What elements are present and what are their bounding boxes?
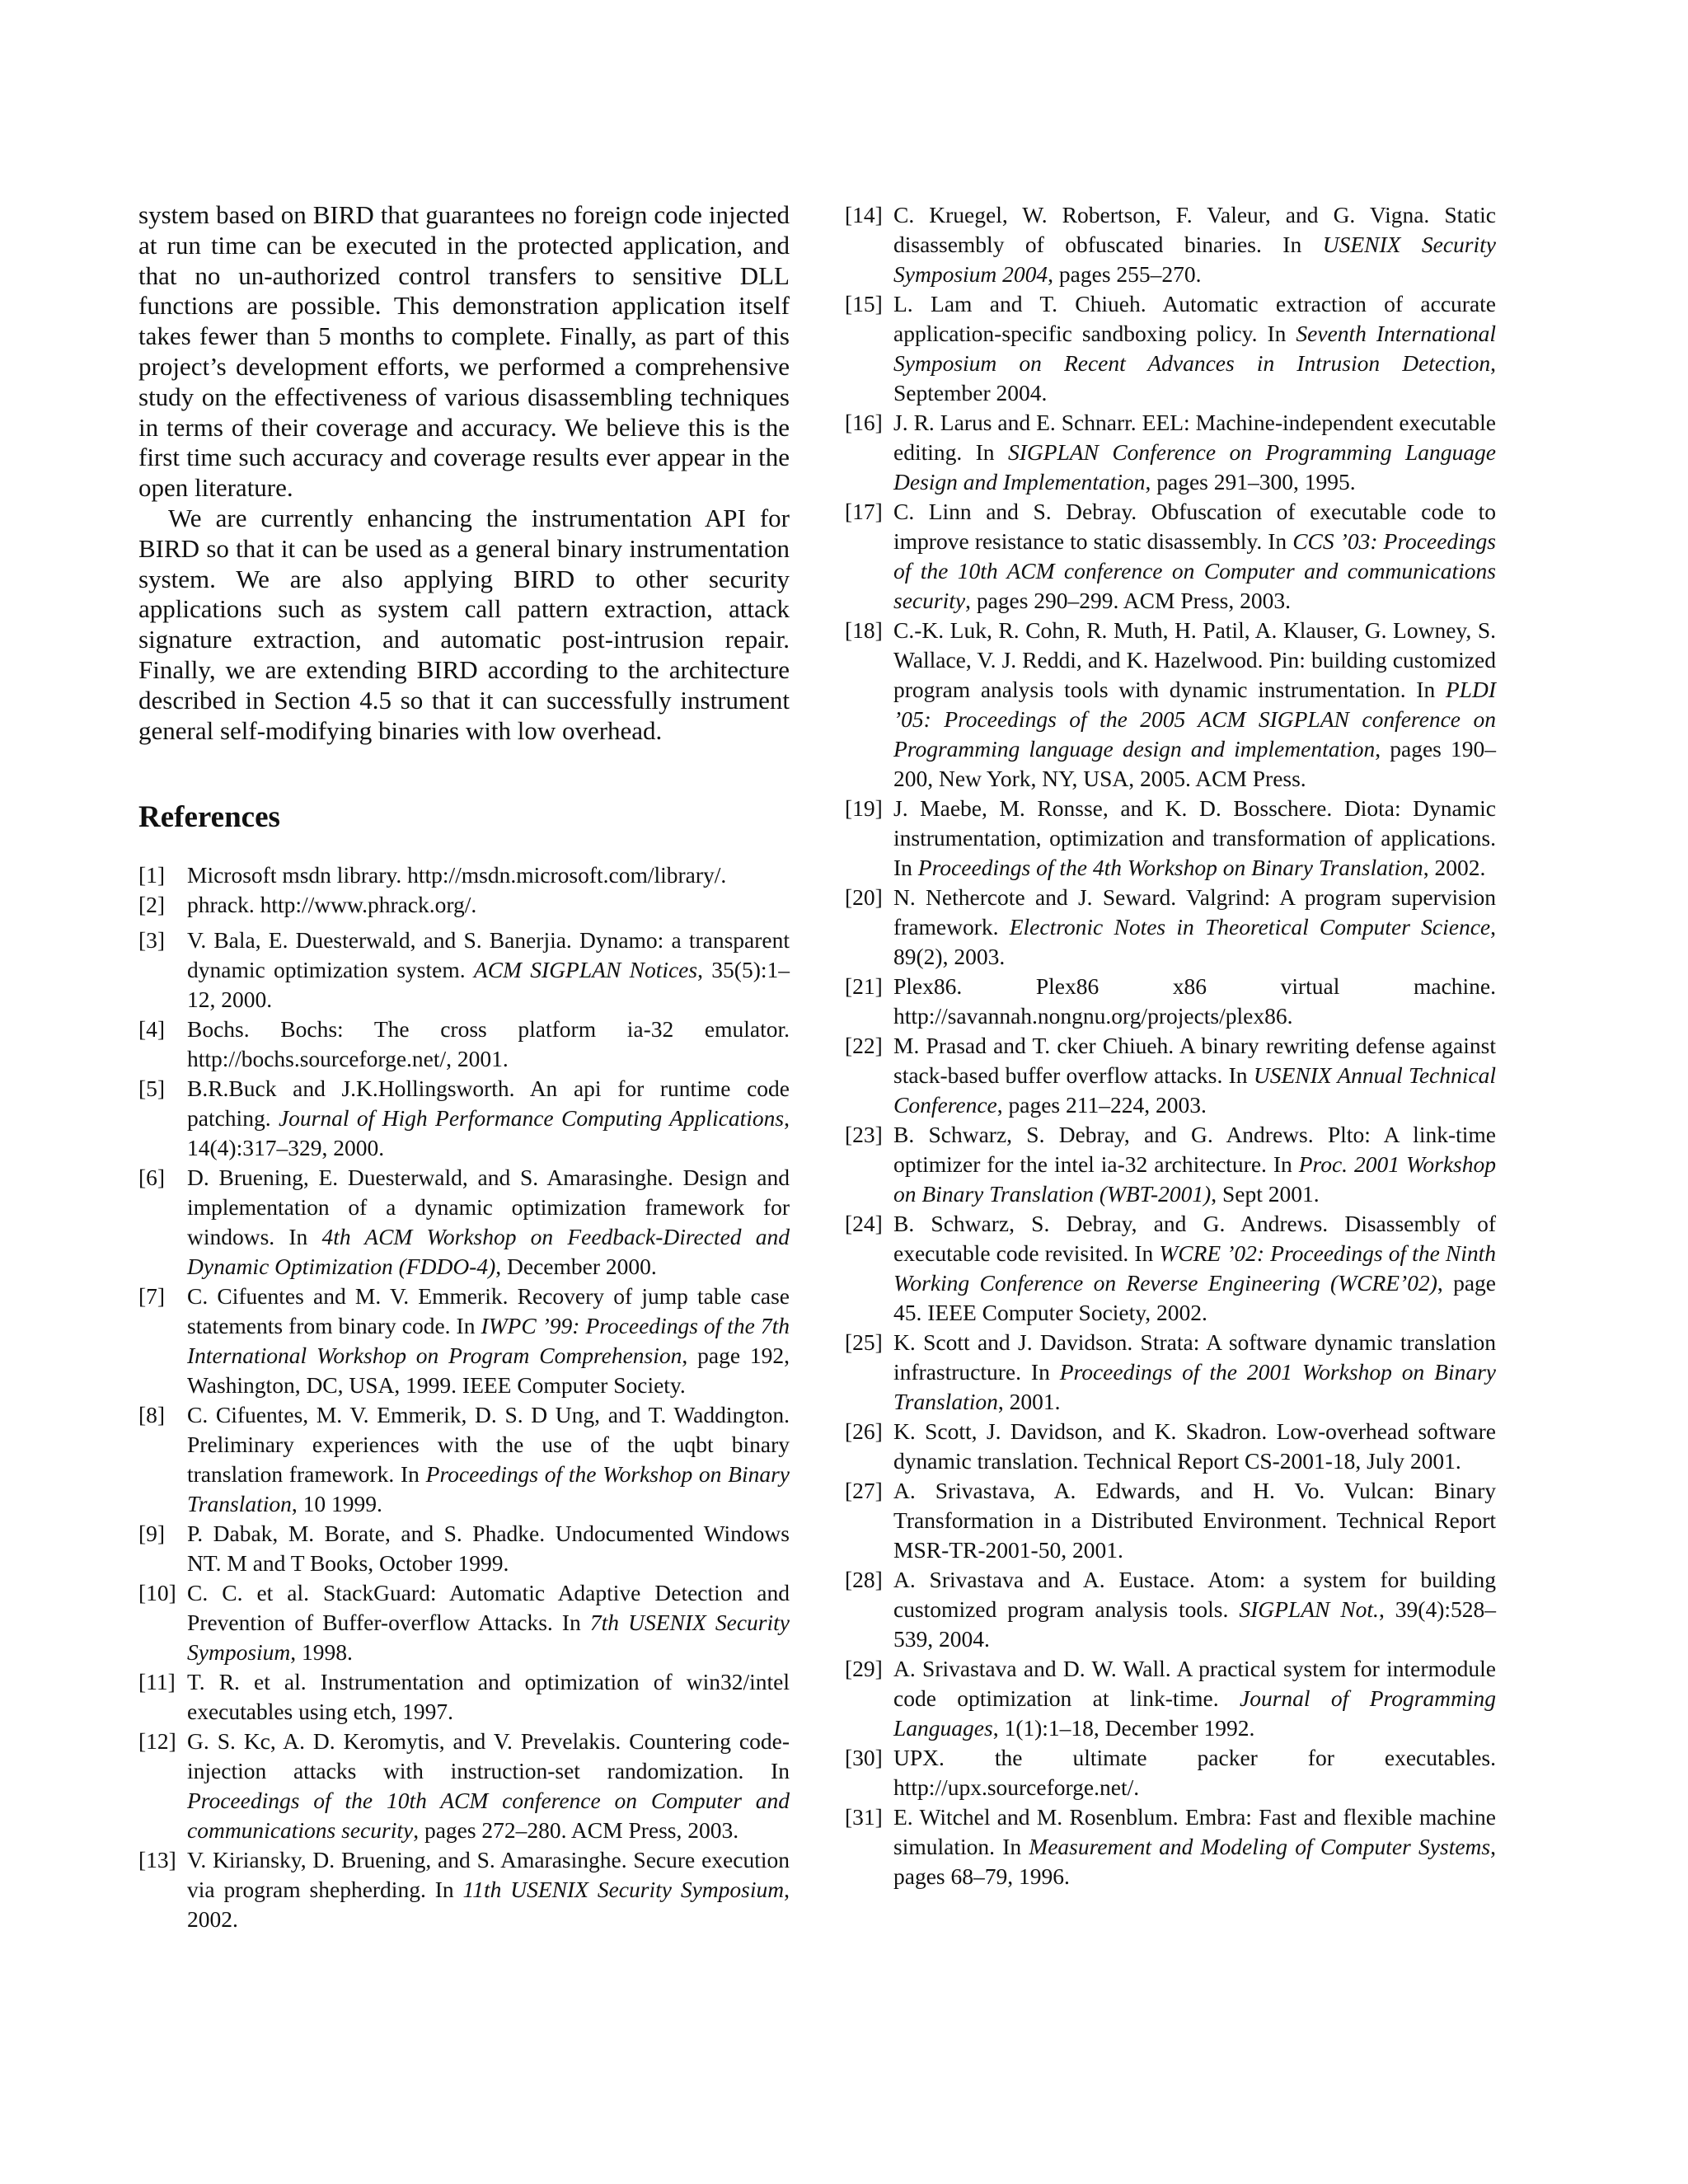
reference-details: , 89(2), 2003. xyxy=(893,914,1496,969)
reference-venue: Journal of Programming Languages xyxy=(893,1685,1497,1741)
reference-number: [21] xyxy=(845,973,883,999)
body-paragraph: We are currently enhancing the instrumentation API for BIRD so that it can be used as a general binary instrumentation system. We are also applying BIRD to other security applications such as system call pattern extraction, attack signature extraction, and automatic post-intrusion repair. Finally, we are extending BIRD according to the architecture described in Section 4.5 so that it can successfully instrument general self-modifying binaries with low overhead. xyxy=(138,503,790,745)
reference-authors-title: A. Srivastava and D. W. Wall. A practical system for intermodule code optimization at link-time. xyxy=(893,1656,1496,1711)
reference-item xyxy=(138,1519,790,1578)
reference-number: [9] xyxy=(138,1521,166,1547)
reference-authors-title: N. Nethercote and J. Seward. Valgrind: A program supervision framework. xyxy=(893,884,1496,940)
references-heading: References xyxy=(138,800,280,835)
reference-venue: PLDI ’05: Proceedings of the 2005 ACM SIGPLAN conference on Programming language design and implementation xyxy=(893,677,1496,762)
reference-details: , 14(4):317–329, 2000. xyxy=(187,1105,790,1161)
reference-item xyxy=(138,892,790,918)
reference-number: [29] xyxy=(845,1656,883,1681)
reference-item xyxy=(845,408,1496,497)
reference-authors-title: C. Linn and S. Debray. Obfuscation of executable code to improve resistance to static disassembly. In xyxy=(893,499,1496,554)
reference-text xyxy=(893,291,1496,405)
reference-number: [14] xyxy=(845,202,883,227)
reference-authors-title: C. C. et al. StackGuard: Automatic Adaptive Detection and Prevention of Buffer-overflow Attacks. In xyxy=(187,1580,790,1636)
reference-item xyxy=(138,1400,790,1519)
reference-text xyxy=(187,1728,790,1843)
reference-text xyxy=(893,1478,1496,1563)
left-column xyxy=(138,200,790,1934)
reference-venue: 4th ACM Workshop on Feedback-Directed and Dynamic Optimization (FDDO-4) xyxy=(187,1224,790,1280)
reference-text xyxy=(187,1165,790,1279)
reference-authors-title: L. Lam and T. Chiueh. Automatic extraction of accurate application-specific sandboxing policy. In xyxy=(893,291,1496,346)
reference-authors-title: D. Bruening, E. Duesterwald, and S. Amarasinghe. Design and implementation of a dynamic optimization framework for windows. In xyxy=(187,1165,790,1250)
reference-number: [16] xyxy=(845,410,883,435)
reference-item xyxy=(138,1667,790,1727)
reference-item xyxy=(845,1565,1496,1654)
reference-text xyxy=(893,1804,1496,1889)
reference-authors-title: B. Schwarz, S. Debray, and G. Andrews. Plto: A link-time optimizer for the intel ia-32 architecture. In xyxy=(893,1122,1496,1177)
reference-list-left xyxy=(138,862,790,1934)
reference-text xyxy=(187,1847,790,1932)
reference-item xyxy=(845,972,1496,1031)
reference-authors-title: Microsoft msdn library. http://msdn.microsoft.com/library/. xyxy=(187,862,727,888)
reference-item xyxy=(845,1654,1496,1743)
reference-text xyxy=(893,410,1496,494)
reference-text xyxy=(893,1745,1496,1800)
reference-number: [18] xyxy=(845,617,883,643)
reference-venue: Proceedings of the 10th ACM conference on Computer and communications security xyxy=(187,1788,790,1844)
reference-text xyxy=(187,1016,790,1071)
reference-authors-title: C.-K. Luk, R. Cohn, R. Muth, H. Patil, A. Klauser, G. Lowney, S. Wallace, V. J. Reddi, and K. Hazelwood. Pin: building customized program analysis tools with dynamic instrumentation. In xyxy=(893,617,1496,702)
reference-item xyxy=(138,926,790,1015)
reference-authors-title: phrack. http://www.phrack.org/. xyxy=(187,892,477,918)
reference-details: , 10 1999. xyxy=(291,1491,382,1517)
reference-details: , pages 255–270. xyxy=(1048,261,1202,287)
reference-text xyxy=(893,1418,1496,1474)
reference-text xyxy=(893,973,1496,1029)
reference-authors-title: V. Bala, E. Duesterwald, and S. Banerjia. Dynamo: a transparent dynamic optimization system. xyxy=(187,927,790,983)
reference-text xyxy=(893,617,1496,791)
reference-number: [31] xyxy=(845,1804,883,1830)
reference-text xyxy=(893,1211,1496,1325)
reference-details: , pages 68–79, 1996. xyxy=(893,1834,1496,1889)
reference-item xyxy=(845,1120,1496,1209)
reference-venue: USENIX Annual Technical Conference xyxy=(893,1062,1496,1118)
reference-text xyxy=(893,202,1496,287)
reference-venue: SIGPLAN Not. xyxy=(1239,1596,1379,1622)
reference-details: , 1998. xyxy=(290,1639,353,1666)
reference-number: [4] xyxy=(138,1016,166,1043)
reference-text xyxy=(187,1669,790,1724)
reference-venue: 11th USENIX Security Symposium xyxy=(462,1877,785,1903)
reference-authors-title: Bochs. Bochs: The cross platform ia-32 emulator. http://bochs.sourceforge.net/, 2001. xyxy=(187,1016,790,1072)
reference-venue: Proceedings of the Workshop on Binary Translation xyxy=(187,1461,790,1517)
reference-details: , September 2004. xyxy=(893,350,1496,405)
reference-authors-title: K. Scott, J. Davidson, and K. Skadron. Low-overhead software dynamic translation. Technical Report CS-2001-18, July 2001. xyxy=(893,1418,1496,1474)
reference-venue: CCS ’03: Proceedings of the 10th ACM conference on Computer and communications security xyxy=(893,528,1496,613)
reference-text xyxy=(893,795,1496,880)
reference-venue: Journal of High Performance Computing Applications xyxy=(278,1105,785,1132)
reference-authors-title: T. R. et al. Instrumentation and optimization of win32/intel executables using etch, 1997. xyxy=(187,1669,790,1725)
reference-venue: IWPC ’99: Proceedings of the 7th International Workshop on Program Comprehension xyxy=(187,1313,790,1369)
reference-number: [8] xyxy=(138,1402,166,1428)
reference-number: [25] xyxy=(845,1329,883,1355)
reference-number: [11] xyxy=(138,1669,176,1695)
reference-item xyxy=(138,1074,790,1163)
reference-authors-title: C. Kruegel, W. Robertson, F. Valeur, and G. Vigna. Static disassembly of obfuscated binaries. In xyxy=(893,202,1496,257)
reference-authors-title: M. Prasad and T. cker Chiueh. A binary rewriting defense against stack-based buffer overflow attacks. In xyxy=(893,1033,1496,1088)
reference-details: , 2002. xyxy=(1423,855,1486,880)
reference-item xyxy=(138,1163,790,1282)
reference-number: [20] xyxy=(845,884,883,910)
reference-item xyxy=(845,1209,1496,1328)
reference-number: [3] xyxy=(138,927,166,954)
reference-details: , 2001. xyxy=(997,1389,1061,1414)
reference-number: [17] xyxy=(845,499,883,524)
reference-text xyxy=(187,892,476,917)
reference-number: [10] xyxy=(138,1580,176,1606)
reference-details: , page 192, Washington, DC, USA, 1999. IEEE Computer Society. xyxy=(187,1343,790,1399)
reference-text xyxy=(187,862,726,888)
reference-text xyxy=(893,1656,1496,1741)
reference-authors-title: K. Scott and J. Davidson. Strata: A software dynamic translation infrastructure. In xyxy=(893,1329,1496,1385)
reference-authors-title: B.R.Buck and J.K.Hollingsworth. An api for runtime code patching. xyxy=(187,1076,790,1132)
reference-details: , Sept 2001. xyxy=(1211,1181,1320,1207)
reference-number: [6] xyxy=(138,1165,166,1191)
reference-details: , December 2000. xyxy=(495,1254,657,1280)
reference-details: , pages 211–224, 2003. xyxy=(996,1092,1207,1118)
reference-item xyxy=(845,200,1496,289)
reference-item xyxy=(845,1476,1496,1565)
reference-authors-title: P. Dabak, M. Borate, and S. Phadke. Undocumented Windows NT. M and T Books, October 1999. xyxy=(187,1521,790,1577)
right-column xyxy=(845,200,1496,1891)
reference-text xyxy=(893,1329,1496,1414)
body-paragraph: system based on BIRD that guarantees no foreign code injected at run time can be executed in the protected application, and that no un-authorized control transfers to sensitive DLL functions are possible. This demonstration application itself takes fewer than 5 months to complete. Finally, as part of this project’s development efforts, we performed a comprehensive study on the effectiveness of various disassembling techniques in terms of their coverage and accuracy. We believe this is the first time such accuracy and coverage results ever appear in the open literature. xyxy=(138,200,790,503)
reference-text xyxy=(187,1076,790,1160)
reference-text xyxy=(893,1567,1496,1652)
reference-venue: ACM SIGPLAN Notices xyxy=(473,957,698,983)
reference-item xyxy=(138,1282,790,1400)
reference-number: [5] xyxy=(138,1076,166,1102)
reference-authors-title: B. Schwarz, S. Debray, and G. Andrews. Disassembly of executable code revisited. In xyxy=(893,1211,1496,1266)
reference-text xyxy=(187,1580,790,1665)
reference-details: , page 45. IEEE Computer Society, 2002. xyxy=(893,1270,1496,1325)
reference-text xyxy=(187,1402,790,1516)
reference-number: [13] xyxy=(138,1847,176,1873)
reference-authors-title: V. Kiriansky, D. Bruening, and S. Amarasinghe. Secure execution via program shepherding. In xyxy=(187,1847,790,1903)
reference-item xyxy=(845,616,1496,794)
reference-number: [12] xyxy=(138,1728,176,1755)
reference-item xyxy=(845,289,1496,408)
reference-venue: Proceedings of the 2001 Workshop on Binary Translation xyxy=(893,1359,1497,1414)
reference-details: , 35(5):1–12, 2000. xyxy=(187,957,790,1013)
reference-authors-title: UPX. the ultimate packer for executables. http://upx.sourceforge.net/. xyxy=(893,1745,1496,1800)
reference-item xyxy=(845,883,1496,972)
reference-item xyxy=(845,1802,1496,1891)
reference-authors-title: A. Srivastava and A. Eustace. Atom: a system for building customized program analysis tools. xyxy=(893,1567,1496,1622)
reference-authors-title: A. Srivastava, A. Edwards, and H. Vo. Vulcan: Binary Transformation in a Distributed Environment. Technical Report MSR-TR-2001-50, 2001. xyxy=(893,1478,1496,1563)
reference-details: , pages 272–280. ACM Press, 2003. xyxy=(413,1817,739,1844)
reference-number: [26] xyxy=(845,1418,883,1444)
reference-authors-title: E. Witchel and M. Rosenblum. Embra: Fast and flexible machine simulation. In xyxy=(893,1804,1496,1859)
reference-item xyxy=(845,497,1496,616)
reference-item xyxy=(845,1417,1496,1476)
reference-authors-title: G. S. Kc, A. D. Keromytis, and V. Prevelakis. Countering code-injection attacks with instruction-set randomization. In xyxy=(187,1728,790,1784)
reference-number: [2] xyxy=(138,892,166,918)
reference-item xyxy=(138,1845,790,1934)
reference-authors-title: C. Cifuentes, M. V. Emmerik, D. S. D Ung, and T. Waddington. Preliminary experiences with the use of the uqbt binary translation framework. In xyxy=(187,1402,790,1488)
reference-venue: 7th USENIX Security Symposium xyxy=(187,1610,790,1666)
reference-venue: Electronic Notes in Theoretical Computer Science xyxy=(1009,914,1491,940)
reference-text xyxy=(893,499,1496,613)
reference-number: [24] xyxy=(845,1211,883,1236)
reference-text xyxy=(187,927,790,1012)
reference-number: [22] xyxy=(845,1033,883,1058)
reference-text xyxy=(187,1283,790,1398)
reference-authors-title: Plex86. Plex86 x86 virtual machine. http://savannah.nongnu.org/projects/plex86. xyxy=(893,973,1496,1029)
reference-details: , pages 190–200, New York, NY, USA, 2005. ACM Press. xyxy=(893,736,1496,791)
reference-item xyxy=(138,1727,790,1845)
reference-item xyxy=(138,1015,790,1074)
reference-details: , pages 290–299. ACM Press, 2003. xyxy=(965,588,1291,613)
reference-venue: WCRE ’02: Proceedings of the Ninth Working Conference on Reverse Engineering (WCRE’02) xyxy=(893,1240,1496,1296)
reference-venue: Proceedings of the 4th Workshop on Binary Translation xyxy=(917,855,1423,880)
reference-text xyxy=(893,884,1496,969)
reference-number: [23] xyxy=(845,1122,883,1147)
reference-text xyxy=(893,1033,1496,1118)
reference-text xyxy=(187,1521,790,1576)
reference-number: [28] xyxy=(845,1567,883,1592)
reference-item xyxy=(845,1743,1496,1802)
reference-venue: Measurement and Modeling of Computer Systems xyxy=(1029,1834,1491,1859)
reference-number: [7] xyxy=(138,1283,166,1310)
reference-item xyxy=(138,1578,790,1667)
reference-authors-title: J. R. Larus and E. Schnarr. EEL: Machine-independent executable editing. In xyxy=(893,410,1496,465)
reference-venue: SIGPLAN Conference on Programming Language Design and Implementation xyxy=(893,439,1496,494)
reference-number: [19] xyxy=(845,795,883,821)
reference-item xyxy=(845,1328,1496,1417)
reference-authors-title: J. Maebe, M. Ronsse, and K. D. Bosschere. Diota: Dynamic instrumentation, optimization and transformation of applications. In xyxy=(893,795,1496,880)
reference-details: , 1(1):1–18, December 1992. xyxy=(992,1715,1255,1741)
reference-authors-title: C. Cifuentes and M. V. Emmerik. Recovery of jump table case statements from binary code. In xyxy=(187,1283,790,1339)
reference-number: [15] xyxy=(845,291,883,316)
reference-details: , 2002. xyxy=(187,1877,790,1933)
reference-venue: Proc. 2001 Workshop on Binary Translation (WBT-2001) xyxy=(893,1151,1496,1207)
reference-item xyxy=(845,794,1496,883)
reference-list-right xyxy=(845,200,1496,1891)
reference-number: [30] xyxy=(845,1745,883,1770)
reference-details: , pages 291–300, 1995. xyxy=(1145,469,1356,494)
reference-number: [27] xyxy=(845,1478,883,1503)
reference-venue: Seventh International Symposium on Recent Advances in Intrusion Detection xyxy=(893,321,1496,376)
reference-number: [1] xyxy=(138,862,166,888)
reference-details: , 39(4):528–539, 2004. xyxy=(893,1596,1497,1652)
reference-text xyxy=(893,1122,1496,1207)
reference-venue: USENIX Security Symposium 2004 xyxy=(893,232,1496,287)
reference-item xyxy=(138,862,790,888)
reference-item xyxy=(845,1031,1496,1120)
